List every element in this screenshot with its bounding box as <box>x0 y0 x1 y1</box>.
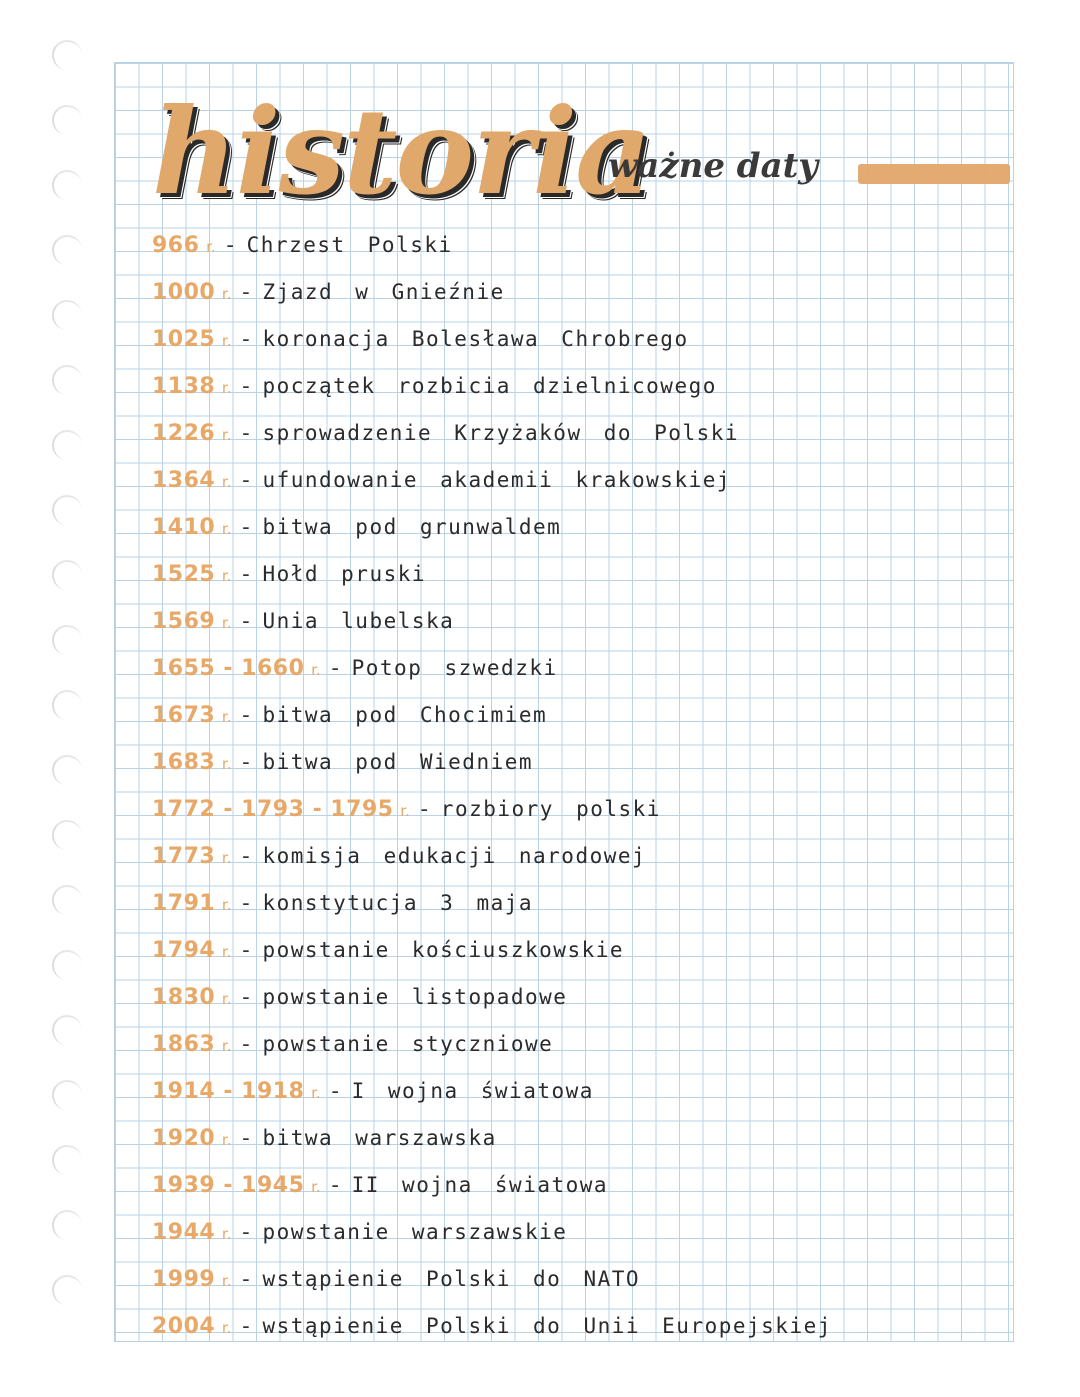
page-subtitle: ważne daty <box>608 146 819 186</box>
entry-event: bitwa pod grunwaldem <box>262 515 562 539</box>
entry-event: Unia lubelska <box>262 609 455 633</box>
binder-hole <box>52 365 82 395</box>
binder-hole <box>52 885 82 915</box>
entry-event: powstanie kościuszkowskie <box>262 938 625 962</box>
entry-separator: - <box>420 797 429 821</box>
entry-year-suffix: r. <box>221 1037 232 1055</box>
date-entry <box>152 1021 912 1068</box>
date-entry <box>152 551 912 598</box>
entry-year: 1773 <box>152 844 216 869</box>
entry-separator: - <box>242 280 250 304</box>
date-entry <box>152 504 912 551</box>
binder-hole <box>52 690 82 720</box>
binder-hole <box>52 430 82 460</box>
entry-year-suffix: r. <box>311 1178 321 1196</box>
entry-event: wstąpienie Polski do NATO <box>262 1267 641 1291</box>
entry-separator: - <box>242 891 250 915</box>
entry-year-suffix: r. <box>221 1319 232 1337</box>
binder-hole <box>52 1210 82 1240</box>
entry-separator: - <box>242 1126 250 1150</box>
entry-year: 1791 <box>152 891 216 916</box>
entry-year: 1138 <box>152 374 216 399</box>
entry-separator: - <box>331 1079 339 1103</box>
entry-event: konstytucja 3 maja <box>262 891 534 915</box>
entry-year: 1830 <box>152 985 216 1010</box>
entry-year-suffix: r. <box>206 238 216 256</box>
binder-hole <box>52 170 82 200</box>
date-entry <box>152 269 912 316</box>
entry-year-suffix: r. <box>221 473 232 491</box>
entry-separator: - <box>242 327 250 351</box>
binder-hole <box>52 755 82 785</box>
entry-event: ufundowanie akademii krakowskiej <box>262 468 732 492</box>
entry-year-suffix: r. <box>221 1272 232 1290</box>
entry-separator: - <box>242 844 250 868</box>
date-entry <box>152 1209 912 1256</box>
entry-year-suffix: r. <box>221 990 232 1008</box>
binder-hole <box>52 1080 82 1110</box>
entry-separator: - <box>242 703 250 727</box>
entry-event: Chrzest Polski <box>246 233 453 257</box>
binder-hole <box>52 820 82 850</box>
binder-hole <box>52 1275 82 1305</box>
entry-year: 1999 <box>152 1267 216 1292</box>
entry-year-suffix: r. <box>221 614 232 632</box>
date-entry <box>152 833 912 880</box>
date-entry <box>152 1303 912 1350</box>
entry-separator: - <box>242 468 250 492</box>
entry-event: początek rozbicia dzielnicowego <box>262 374 717 398</box>
entry-separator: - <box>242 750 250 774</box>
entry-separator: - <box>242 515 250 539</box>
date-entry <box>152 363 912 410</box>
title-highlight-bar <box>858 164 1010 184</box>
entry-year: 1772 - 1793 - 1795 <box>152 797 394 822</box>
entry-year: 1673 <box>152 703 216 728</box>
entry-separator: - <box>226 233 234 257</box>
date-entry <box>152 457 912 504</box>
entry-separator: - <box>331 656 339 680</box>
entry-separator: - <box>242 562 250 586</box>
entry-year: 1944 <box>152 1220 216 1245</box>
entry-year-suffix: r. <box>221 1225 232 1243</box>
entry-event: bitwa pod Chocimiem <box>262 703 548 727</box>
entry-year: 2004 <box>152 1314 216 1339</box>
entry-event: rozbiory polski <box>440 797 661 821</box>
entry-event: II wojna światowa <box>351 1173 609 1197</box>
entry-year: 1226 <box>152 421 216 446</box>
entry-year: 966 <box>152 233 200 258</box>
binder-hole <box>52 950 82 980</box>
entry-event: Hołd pruski <box>262 562 427 586</box>
date-entry <box>152 410 912 457</box>
entry-event: I wojna światowa <box>351 1079 594 1103</box>
date-entry <box>152 1256 912 1303</box>
entry-year: 1683 <box>152 750 216 775</box>
binder-hole <box>52 300 82 330</box>
entry-year-suffix: r. <box>221 379 232 397</box>
entry-year: 1025 <box>152 327 216 352</box>
entry-separator: - <box>242 938 250 962</box>
entry-year-suffix: r. <box>221 520 232 538</box>
entry-year-suffix: r. <box>221 1131 232 1149</box>
binder-holes <box>52 40 92 1340</box>
date-entry <box>152 786 912 833</box>
entry-separator: - <box>242 1032 250 1056</box>
entry-event: wstąpienie Polski do Unii Europejskiej <box>262 1314 832 1338</box>
binder-hole <box>52 235 82 265</box>
entry-year: 1410 <box>152 515 216 540</box>
entry-year: 1939 - 1945 <box>152 1173 305 1198</box>
entry-event: Potop szwedzki <box>351 656 558 680</box>
entry-year-suffix: r. <box>221 285 232 303</box>
entry-separator: - <box>242 1267 250 1291</box>
entry-year: 1914 - 1918 <box>152 1079 305 1104</box>
entry-event: Zjazd w Gnieźnie <box>262 280 505 304</box>
date-entry <box>152 222 912 269</box>
binder-hole <box>52 495 82 525</box>
entry-year-suffix: r. <box>221 755 232 773</box>
binder-hole <box>52 625 82 655</box>
binder-hole <box>52 1145 82 1175</box>
entry-year-suffix: r. <box>221 896 232 914</box>
entry-year: 1525 <box>152 562 216 587</box>
entry-year-suffix: r. <box>221 567 232 585</box>
entry-year-suffix: r. <box>221 943 232 961</box>
entry-event: powstanie warszawskie <box>262 1220 568 1244</box>
entry-year-suffix: r. <box>221 332 232 350</box>
date-entry <box>152 316 912 363</box>
entry-event: powstanie listopadowe <box>262 985 568 1009</box>
binder-hole <box>52 560 82 590</box>
entry-year-suffix: r. <box>221 426 232 444</box>
date-entry <box>152 1068 912 1115</box>
binder-hole <box>52 1015 82 1045</box>
entry-event: powstanie styczniowe <box>262 1032 554 1056</box>
entry-separator: - <box>242 1314 250 1338</box>
entry-year-suffix: r. <box>311 1084 321 1102</box>
entry-event: komisja edukacji narodowej <box>262 844 647 868</box>
entry-year: 1655 - 1660 <box>152 656 305 681</box>
entry-separator: - <box>242 421 250 445</box>
entry-year-suffix: r. <box>311 661 321 679</box>
entry-year: 1863 <box>152 1032 216 1057</box>
entry-year: 1364 <box>152 468 216 493</box>
date-entry <box>152 598 912 645</box>
entry-year-suffix: r. <box>400 802 410 820</box>
entry-event: sprowadzenie Krzyżaków do Polski <box>262 421 740 445</box>
entry-year: 1920 <box>152 1126 216 1151</box>
date-entry <box>152 739 912 786</box>
entry-separator: - <box>242 374 250 398</box>
binder-hole <box>52 40 82 70</box>
date-entry <box>152 692 912 739</box>
date-entry <box>152 1162 912 1209</box>
entry-year: 1794 <box>152 938 216 963</box>
entry-separator: - <box>242 609 250 633</box>
page-title: historia <box>152 82 650 221</box>
entry-separator: - <box>242 985 250 1009</box>
date-entry <box>152 645 912 692</box>
entry-separator: - <box>242 1220 250 1244</box>
date-entry <box>152 974 912 1021</box>
entry-year-suffix: r. <box>221 849 232 867</box>
dates-list <box>152 222 912 1350</box>
date-entry <box>152 927 912 974</box>
binder-hole <box>52 105 82 135</box>
entry-event: bitwa pod Wiedniem <box>262 750 534 774</box>
date-entry <box>152 1115 912 1162</box>
entry-year-suffix: r. <box>221 708 232 726</box>
entry-year: 1000 <box>152 280 216 305</box>
entry-year: 1569 <box>152 609 216 634</box>
entry-event: bitwa warszawska <box>262 1126 497 1150</box>
entry-separator: - <box>331 1173 339 1197</box>
date-entry <box>152 880 912 927</box>
entry-event: koronacja Bolesława Chrobrego <box>262 327 689 351</box>
